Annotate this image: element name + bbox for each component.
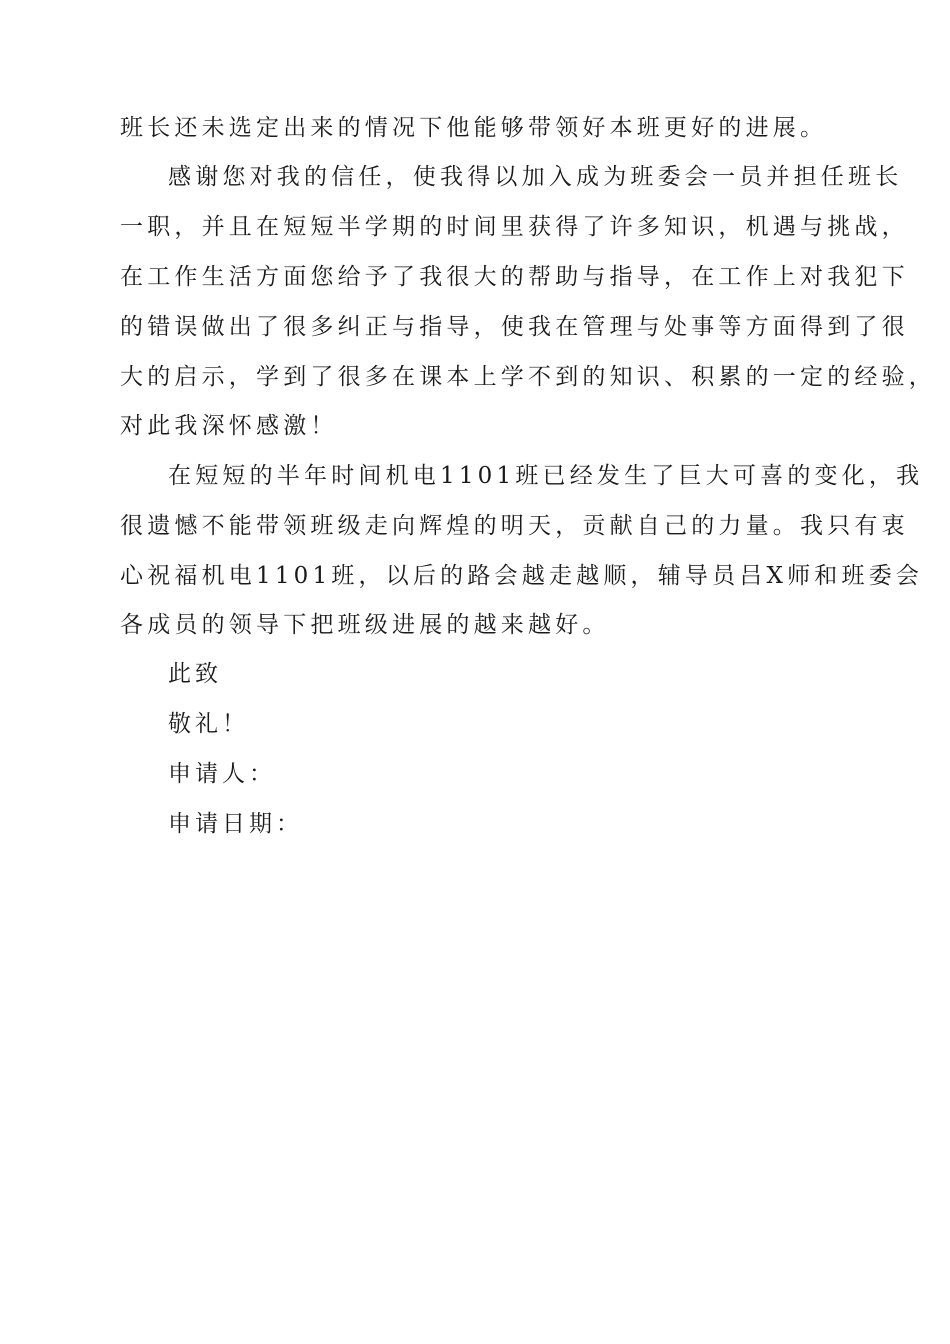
- paragraph-line: 一职，并且在短短半学期的时间里获得了许多知识，机遇与挑战，: [120, 214, 909, 240]
- date-label: 申请日期：: [168, 811, 303, 837]
- respect-line: 敬礼！: [168, 711, 249, 737]
- paragraph-line: 心祝福机电1101班，以后的路会越走越顺，辅导员吕X师和班委会: [120, 563, 924, 589]
- paragraph-line: 对此我深怀感激！: [120, 413, 338, 439]
- paragraph-line: 大的启示，学到了很多在课本上学不到的知识、积累的一定的经验，: [120, 364, 936, 390]
- paragraph-line: 感谢您对我的信任，使我得以加入成为班委会一员并担任班长: [168, 164, 903, 190]
- paragraph-line: 各成员的领导下把班级进展的越来越好。: [120, 612, 610, 638]
- paragraph-line: 在工作生活方面您给予了我很大的帮助与指导，在工作上对我犯下: [120, 264, 909, 290]
- paragraph-line: 班长还未选定出来的情况下他能够带领好本班更好的进展。: [120, 115, 828, 141]
- salutation: 此致: [168, 661, 222, 687]
- applicant-label: 申请人：: [168, 761, 276, 787]
- paragraph-line: 很遗憾不能带领班级走向辉煌的明天，贡献自己的力量。我只有衷: [120, 513, 909, 539]
- paragraph-line: 在短短的半年时间机电1101班已经发生了巨大可喜的变化，我: [168, 463, 924, 489]
- paragraph-line: 的错误做出了很多纠正与指导，使我在管理与处事等方面得到了很: [120, 314, 909, 340]
